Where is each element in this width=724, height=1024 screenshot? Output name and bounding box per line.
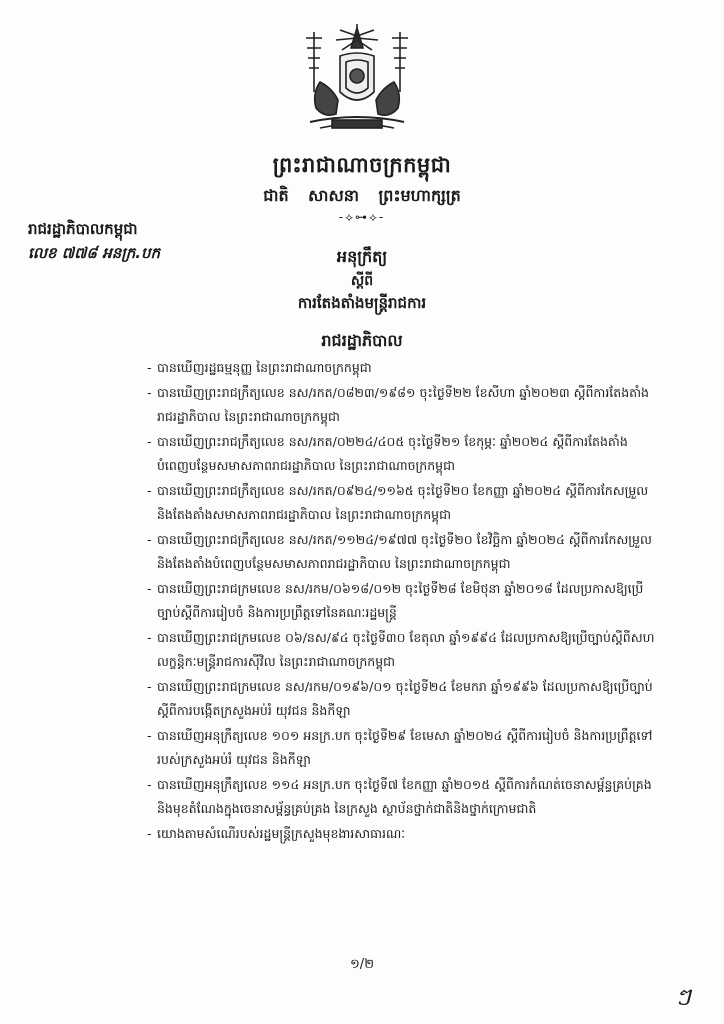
reference-number: លេខ ៧៧៨ អនក្រ.បក <box>28 244 161 262</box>
preamble-clause: - បានឃើញព្រះរាជក្រមលេខ នស/រកម/០៦១៨/០១២ ចុះថ្ងៃទី២៨ ខែមិថុនា ឆ្នាំ២០១៨ ដែលប្រកាសឱ្យប្រើច្បាប់ស្តីពីការរៀបចំ និងការប្រព្រឹត្តទៅនៃគណៈរដ្ឋមន្ត្រី <box>147 581 644 620</box>
page-number: ១/២ <box>349 957 375 972</box>
preamble-clause: - បានឃើញអនុក្រឹត្យលេខ ១០១ អនក្រ.បក ចុះថ្ងៃទី២៩ ខែមេសា ឆ្នាំ២០២៤ ស្តីពីការរៀបចំ និងការប្រព្រឹត្តទៅរបស់ក្រសួងអប់រំ យុវជន និងកីឡា <box>147 728 653 767</box>
document-about: ស្តីពី <box>350 273 374 289</box>
preamble-clause: - បានឃើញព្រះរាជក្រឹត្យលេខ នស/រកត/០៨២៣/១៩៨១ ចុះថ្ងៃទី២២ ខែសីហា ឆ្នាំ២០២៣ ស្តីពីការតែងតាំងរាជរដ្ឋាភិបាល នៃព្រះរាជាណាចក្រកម្ពុជា <box>147 385 649 424</box>
preamble-clause: - បានឃើញព្រះរាជក្រមលេខ ០៦/នស/៩៤ ចុះថ្ងៃទី៣០ ខែតុលា ឆ្នាំ១៩៩៤ ដែលប្រកាសឱ្យប្រើច្បាប់ស្តីពីសហលក្ខន្តិកៈមន្ត្រីរាជការស៊ីវិល នៃព្រះរាជាណាចក្រកម្ពុជា <box>147 630 655 669</box>
issuer-name: រាជរដ្ឋាភិបាលកម្ពុជា <box>28 220 138 238</box>
preamble-clause: - យោងតាមសំណើរបស់រដ្ឋមន្ត្រីក្រសួងមុខងារសាធារណៈ <box>147 826 406 841</box>
preamble-clause: - បានឃើញព្រះរាជក្រឹត្យលេខ នស/រកត/០២២៤/៤០៥ ចុះថ្ងៃទី២១ ខែកុម្ភៈ ឆ្នាំ២០២៤ ស្តីពីការតែងតាំងបំពេញបន្ថែមសមាសភាពរាជរដ្ឋាភិបាល នៃព្រះរាជាណាចក្រកម្ពុជា <box>147 434 628 473</box>
handwritten-mark: ៗ <box>675 983 691 1011</box>
preamble-clause: - បានឃើញព្រះរាជក្រមលេខ នស/រកម/០១៩៦/០១ ចុះថ្ងៃទី២៤ ខែមករា ឆ្នាំ១៩៩៦ ដែលប្រកាសឱ្យប្រើច្បាប់ស្តីពីការបង្កើតក្រសួងអប់រំ យុវជន និងកីឡា <box>147 679 653 718</box>
document-subject: ការតែងតាំងមន្ត្រីរាជការ <box>297 294 427 312</box>
national-motto: ជាតិ សាសនា ព្រះមហាក្សត្រ <box>263 186 461 205</box>
preamble-clause: - បានឃើញព្រះរាជក្រឹត្យលេខ នស/រកត/០៩២៤/១១៦៥ ចុះថ្ងៃទី២០ ខែកញ្ញា ឆ្នាំ២០២៤ ស្តីពីការកែសម្រួល និងតែងតាំងសមាសភាពរាជរដ្ឋាភិបាល នៃព្រះរាជាណាចក្រកម្ពុជា <box>147 483 649 522</box>
preamble-clause: - បានឃើញអនុក្រឹត្យលេខ ១១៤ អនក្រ.បក ចុះថ្ងៃទី៧ ខែកញ្ញា ឆ្នាំ២០១៥ ស្តីពីការកំណត់ចេនាសម្ព័ន្ធគ្រប់គ្រង និងមុខតំណែងក្នុងចេនាសម្ព័ន្ធគ្រប់គ្រង នៃក្រសួង ស្ថាប័នថ្នាក់ជាតិនិងថ្នាក់ក្រោមជាតិ <box>147 777 652 816</box>
preamble-clause: - បានឃើញព្រះរាជក្រឹត្យលេខ នស/រកត/១១២៤/១៩៧៧ ចុះថ្ងៃទី២០ ខែវិច្ឆិកា ឆ្នាំ២០២៤ ស្តីពីការកែសម្រួល និងតែងតាំងបំពេញបន្ថែមសមាសភាពរាជរដ្ឋាភិបាល នៃព្រះរាជាណាចក្រកម្ពុជា <box>147 532 652 571</box>
document-type: អនុក្រឹត្យ <box>336 247 388 266</box>
issuing-authority: រាជរដ្ឋាភិបាល <box>321 331 403 350</box>
kingdom-title: ព្រះរាជាណាចក្រកម្ពុជា <box>272 153 452 177</box>
preamble-clause: - បានឃើញរដ្ឋធម្មនុញ្ញ នៃព្រះរាជាណាចក្រកម្ពុជា <box>147 360 372 375</box>
preamble-clause-list <box>147 356 657 847</box>
royal-coat-of-arms-icon <box>292 22 422 140</box>
ornament-divider: -⟡⊶⟡- <box>338 210 386 224</box>
